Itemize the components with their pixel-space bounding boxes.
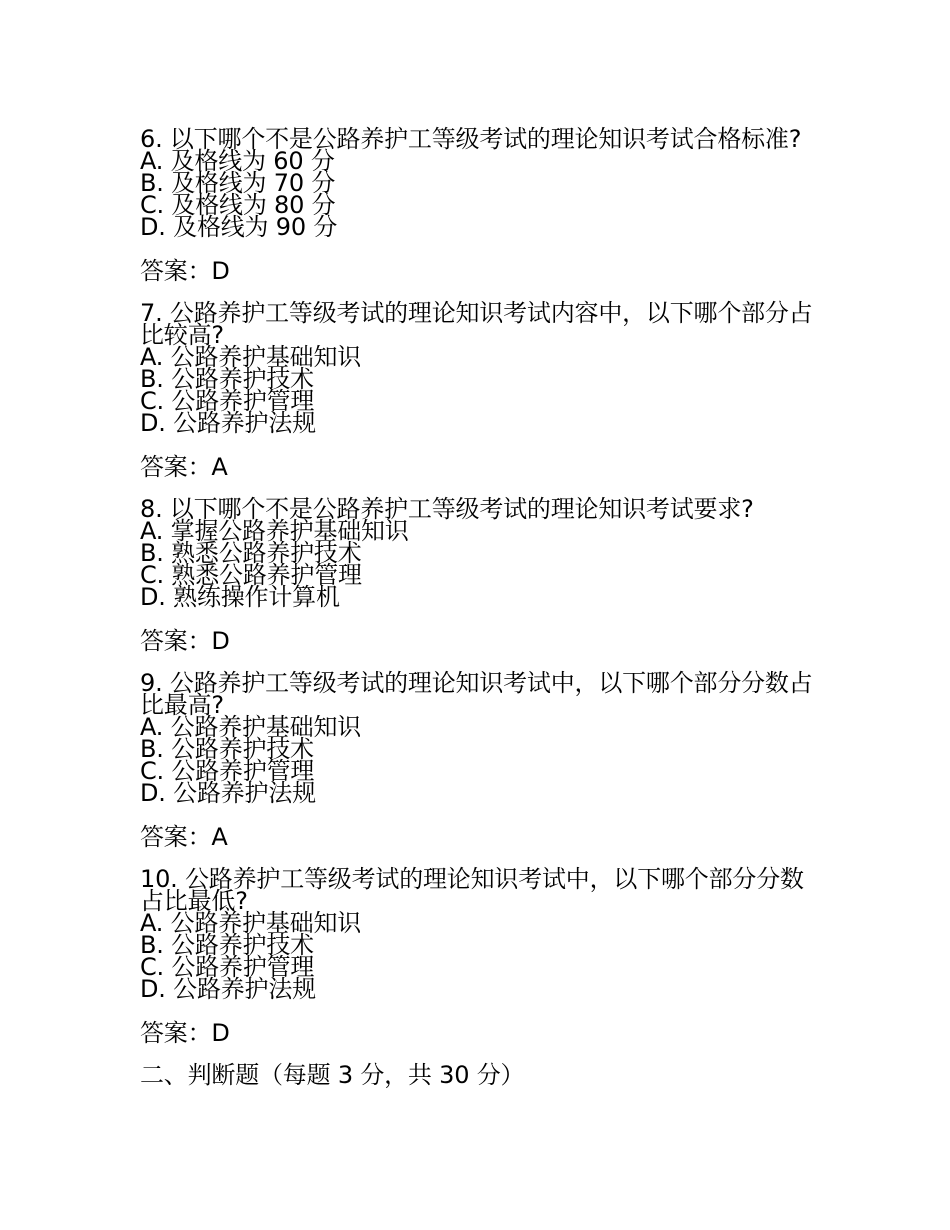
option-b: B. 及格线为 70 分 bbox=[140, 169, 336, 197]
question-block bbox=[140, 865, 820, 1047]
option-b: B. 公路养护技术 bbox=[140, 735, 314, 763]
option-a: A. 公路养护基础知识 bbox=[140, 713, 362, 741]
option-a: A. 公路养护基础知识 bbox=[140, 343, 362, 371]
option-a: A. 公路养护基础知识 bbox=[140, 909, 362, 937]
option-d: D. 公路养护法规 bbox=[140, 409, 316, 437]
question-text: 6. 以下哪个不是公路养护工等级考试的理论知识考试合格标准? bbox=[140, 125, 802, 153]
option-d: D. 公路养护法规 bbox=[140, 779, 316, 807]
question-block bbox=[140, 125, 820, 285]
answer-text: 答案：D bbox=[140, 627, 230, 655]
question-text: 10. 公路养护工等级考试的理论知识考试中，以下哪个部分分数占比最低? bbox=[140, 865, 804, 915]
option-b: B. 熟悉公路养护技术 bbox=[140, 539, 362, 567]
question-text: 9. 公路养护工等级考试的理论知识考试中，以下哪个部分分数占比最高? bbox=[140, 669, 813, 719]
question-text: 7. 公路养护工等级考试的理论知识考试内容中，以下哪个部分占比较高? bbox=[140, 299, 813, 349]
option-d: D. 熟练操作计算机 bbox=[140, 583, 340, 611]
option-a: A. 掌握公路养护基础知识 bbox=[140, 517, 409, 545]
option-d: D. 及格线为 90 分 bbox=[140, 213, 338, 241]
option-d: D. 公路养护法规 bbox=[140, 975, 316, 1003]
option-a: A. 及格线为 60 分 bbox=[140, 147, 335, 175]
section-heading: 二、判断题（每题 3 分，共 30 分） bbox=[140, 1061, 525, 1089]
option-c: C. 公路养护管理 bbox=[140, 757, 315, 785]
option-c: C. 及格线为 80 分 bbox=[140, 191, 336, 219]
option-c: C. 公路养护管理 bbox=[140, 387, 315, 415]
option-b: B. 公路养护技术 bbox=[140, 931, 314, 959]
answer-text: 答案：A bbox=[140, 823, 228, 851]
option-c: C. 熟悉公路养护管理 bbox=[140, 561, 362, 589]
question-text: 8. 以下哪个不是公路养护工等级考试的理论知识考试要求? bbox=[140, 495, 754, 523]
answer-text: 答案：D bbox=[140, 1019, 230, 1047]
question-block bbox=[140, 299, 820, 481]
answer-text: 答案：A bbox=[140, 453, 228, 481]
option-c: C. 公路养护管理 bbox=[140, 953, 315, 981]
question-block bbox=[140, 669, 820, 851]
question-block bbox=[140, 495, 820, 655]
option-b: B. 公路养护技术 bbox=[140, 365, 314, 393]
document-content bbox=[140, 125, 820, 1089]
answer-text: 答案：D bbox=[140, 257, 230, 285]
